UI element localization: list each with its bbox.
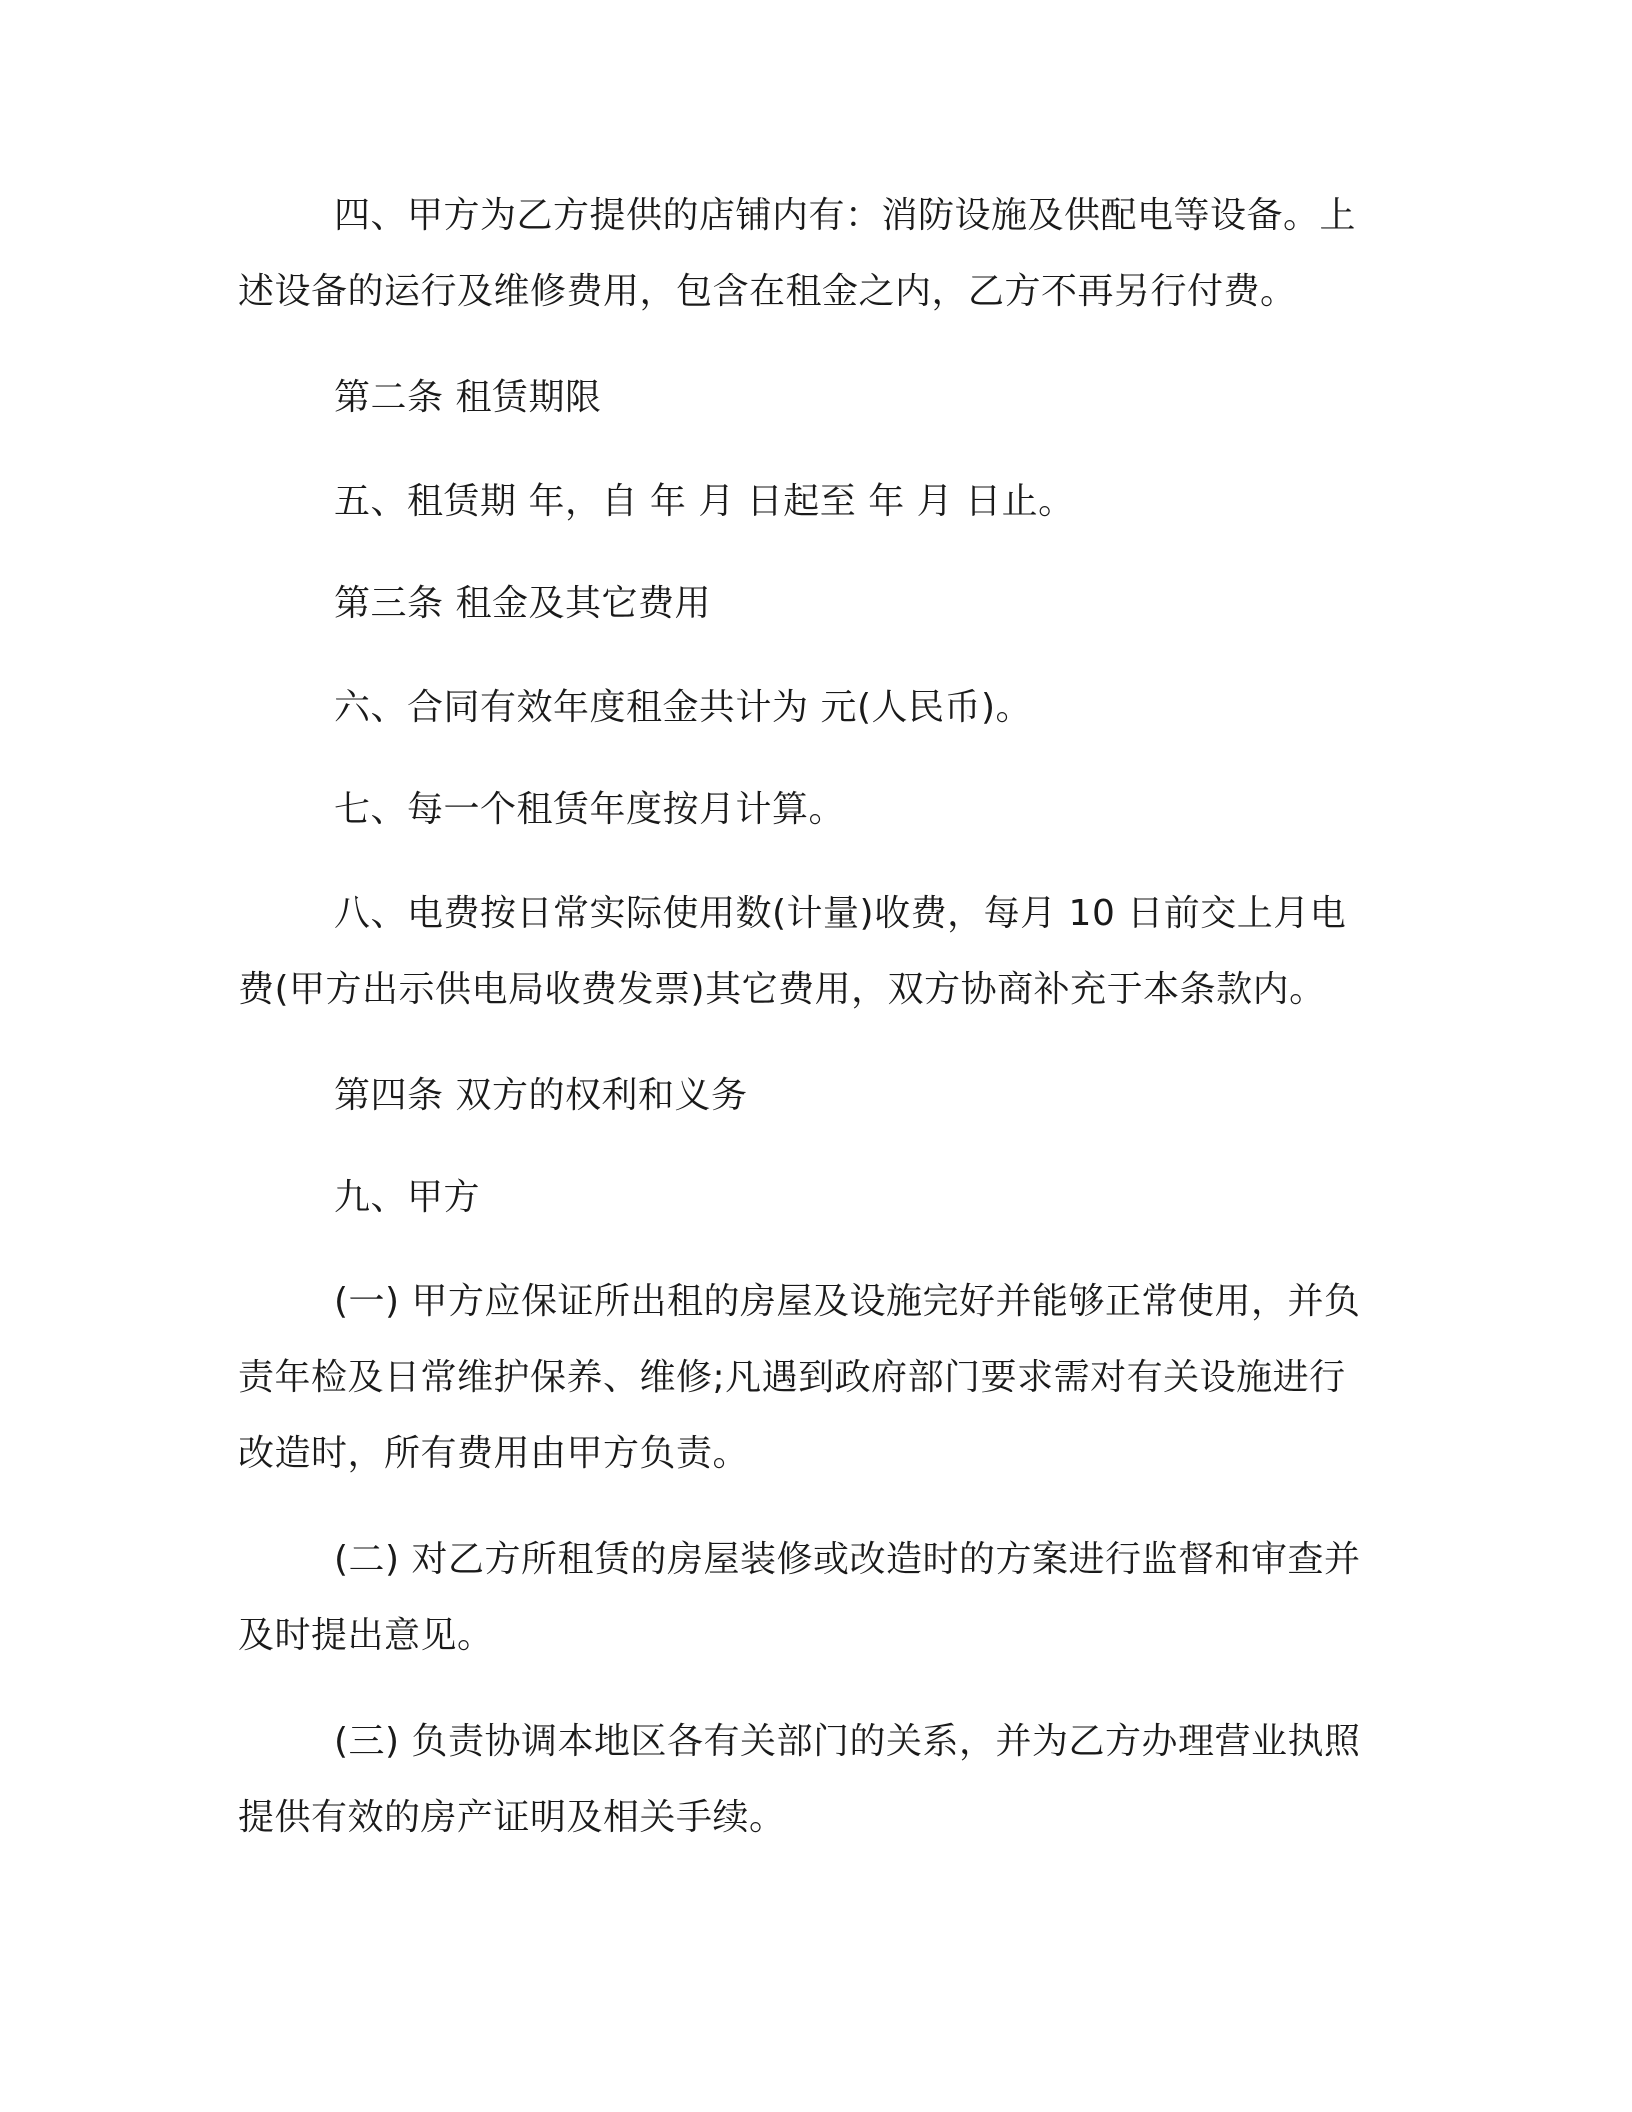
article-3-heading <box>238 566 1388 642</box>
clause-9-item-3-line-1: (三) 负责协调本地区各有关部门的关系，并为乙方办理营业执照 <box>334 1721 1361 1762</box>
clause-9-item-2-line-1: (二) 对乙方所租赁的房屋装修或改造时的方案进行监督和审查并 <box>334 1539 1361 1580</box>
clause-9 <box>238 1160 1388 1236</box>
clause-9-line-1: 九、甲方 <box>334 1177 481 1218</box>
clause-9-item-2 <box>238 1522 1388 1674</box>
clause-4-line-2: 述设备的运行及维修费用，包含在租金之内，乙方不再另行付费。 <box>238 271 1297 312</box>
clause-5 <box>238 464 1388 540</box>
clause-9-item-2-line-2: 及时提出意见。 <box>238 1615 494 1656</box>
clause-4-line-1: 四、甲方为乙方提供的店铺内有：消防设施及供配电等设备。上 <box>334 195 1357 236</box>
clause-9-item-1-line-3: 改造时，所有费用由甲方负责。 <box>238 1433 750 1474</box>
clause-7-line-1: 七、每一个租赁年度按月计算。 <box>334 789 846 830</box>
clause-6-line-1: 六、合同有效年度租金共计为 元(人民币)。 <box>334 687 1033 728</box>
clause-8-line-1: 八、电费按日常实际使用数(计量)收费，每月 10 日前交上月电 <box>334 893 1347 934</box>
clause-8-line-2: 费(甲方出示供电局收费发票)其它费用，双方协商补充于本条款内。 <box>238 969 1326 1010</box>
article-2-title: 第二条 租赁期限 <box>334 377 602 418</box>
article-2-heading <box>238 360 1388 436</box>
clause-4 <box>238 178 1388 330</box>
clause-8 <box>238 876 1388 1028</box>
clause-9-item-1-line-2: 责年检及日常维护保养、维修;凡遇到政府部门要求需对有关设施进行 <box>238 1357 1346 1398</box>
clause-9-item-1 <box>238 1264 1388 1492</box>
clause-9-item-1-line-1: (一) 甲方应保证所出租的房屋及设施完好并能够正常使用，并负 <box>334 1281 1361 1322</box>
article-3-title: 第三条 租金及其它费用 <box>334 583 711 624</box>
clause-9-item-3 <box>238 1704 1388 1856</box>
article-4-heading <box>238 1058 1388 1134</box>
article-4-title: 第四条 双方的权利和义务 <box>334 1075 748 1116</box>
clause-7 <box>238 772 1388 848</box>
clause-9-item-3-line-2: 提供有效的房产证明及相关手续。 <box>238 1797 786 1838</box>
clause-6 <box>238 670 1388 746</box>
clause-5-line-1: 五、租赁期 年，自 年 月 日起至 年 月 日止。 <box>334 481 1075 522</box>
